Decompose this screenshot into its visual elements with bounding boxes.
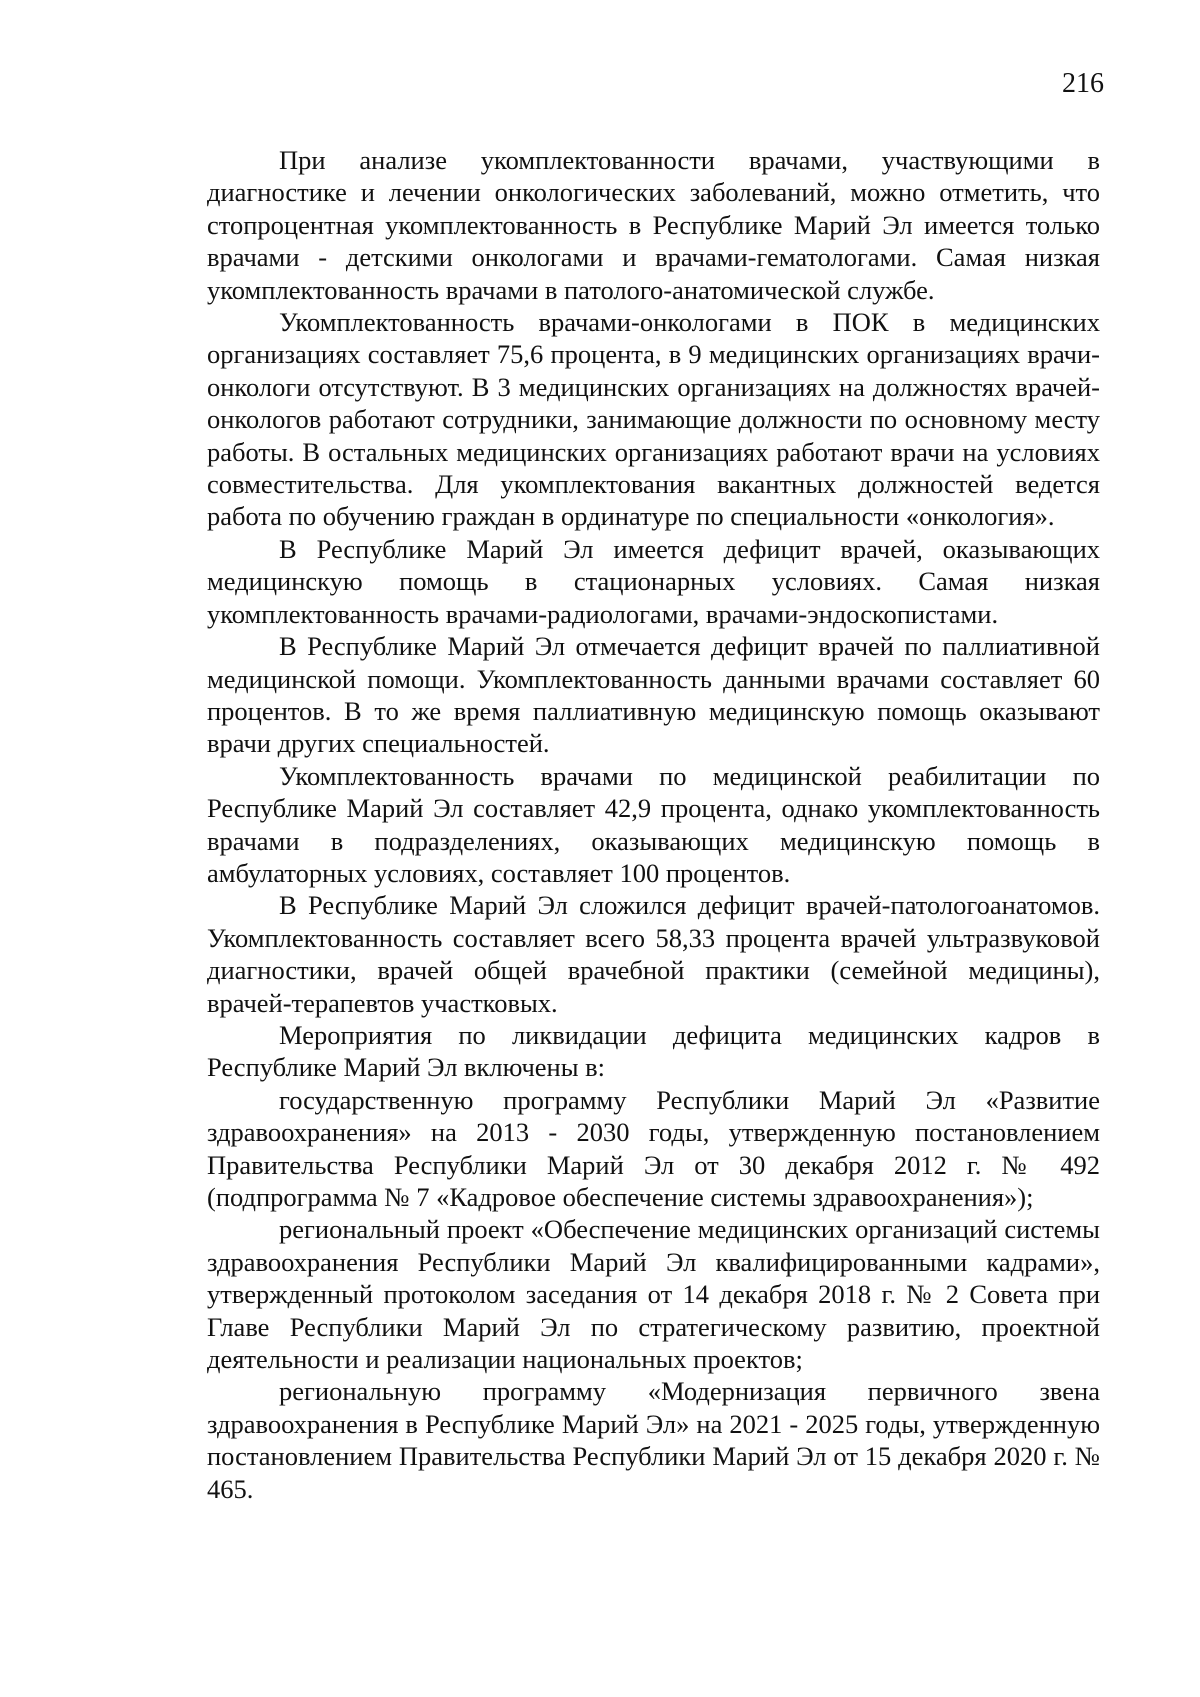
- paragraph: Мероприятия по ликвидации дефицита медицинских кадров в Республике Марий Эл включены в:: [207, 1019, 1100, 1083]
- document-body: [207, 144, 1100, 1505]
- paragraph: При анализе укомплектованности врачами, участвующими в диагностике и лечении онкологических заболеваний, можно отметить, что стопроцентная укомплектованность в Республике Марий Эл имеется только врачами - детскими онкологами и врачами-гематологами. Самая низкая укомплектованность врачами в патолого-анатомической службе.: [207, 145, 1100, 305]
- paragraph: Укомплектованность врачами по медицинской реабилитации по Республике Марий Эл составляет 42,9 процента, однако укомплектованность врачами в подразделениях, оказывающих медицинскую помощь в амбулаторных условиях, составляет 100 процентов.: [207, 760, 1100, 888]
- page-number: 216: [1062, 68, 1104, 99]
- paragraph: В Республике Марий Эл имеется дефицит врачей, оказывающих медицинскую помощь в стационарных условиях. Самая низкая укомплектованность врачами-радиологами, врачами-эндоскопистами.: [207, 533, 1100, 629]
- paragraph: В Республике Марий Эл сложился дефицит врачей-патологоанатомов. Укомплектованность составляет всего 58,33 процента врачей ультразвуковой диагностики, врачей общей врачебной практики (семейной медицины), врачей-терапевтов участковых.: [207, 890, 1100, 1018]
- paragraph: В Республике Марий Эл отмечается дефицит врачей по паллиативной медицинской помощи. Укомплектованность данными врачами составляет 60 процентов. В то же время паллиативную медицинскую помощь оказывают врачи других специальностей.: [207, 631, 1100, 759]
- paragraph: Укомплектованность врачами-онкологами в ПОК в медицинских организациях составляет 75,6 процента, в 9 медицинских организациях врачи-онкологи отсутствуют. В 3 медицинских организациях на должностях врачей-онкологов работают сотрудники, занимающие должности по основному месту работы. В остальных медицинских организациях работают врачи на условиях совместительства. Для укомплектования вакантных должностей ведется работа по обучению граждан в ординатуре по специальности «онкология».: [207, 307, 1100, 532]
- paragraph: государственную программу Республики Марий Эл «Развитие здравоохранения» на 2013 - 2030 годы, утвержденную постановлением Правительства Республики Марий Эл от 30 декабря 2012 г. № 492 (подпрограмма № 7 «Кадровое обеспечение системы здравоохранения»);: [207, 1084, 1100, 1212]
- paragraph: региональную программу «Модернизация первичного звена здравоохранения в Республике Марий Эл» на 2021 - 2025 годы, утвержденную постановлением Правительства Республики Марий Эл от 15 декабря 2020 г. № 465.: [207, 1376, 1100, 1504]
- paragraph: региональный проект «Обеспечение медицинских организаций системы здравоохранения Республики Марий Эл квалифицированными кадрами», утвержденный протоколом заседания от 14 декабря 2018 г. № 2 Совета при Главе Республики Марий Эл по стратегическому развитию, проектной деятельности и реализации национальных проектов;: [207, 1214, 1100, 1375]
